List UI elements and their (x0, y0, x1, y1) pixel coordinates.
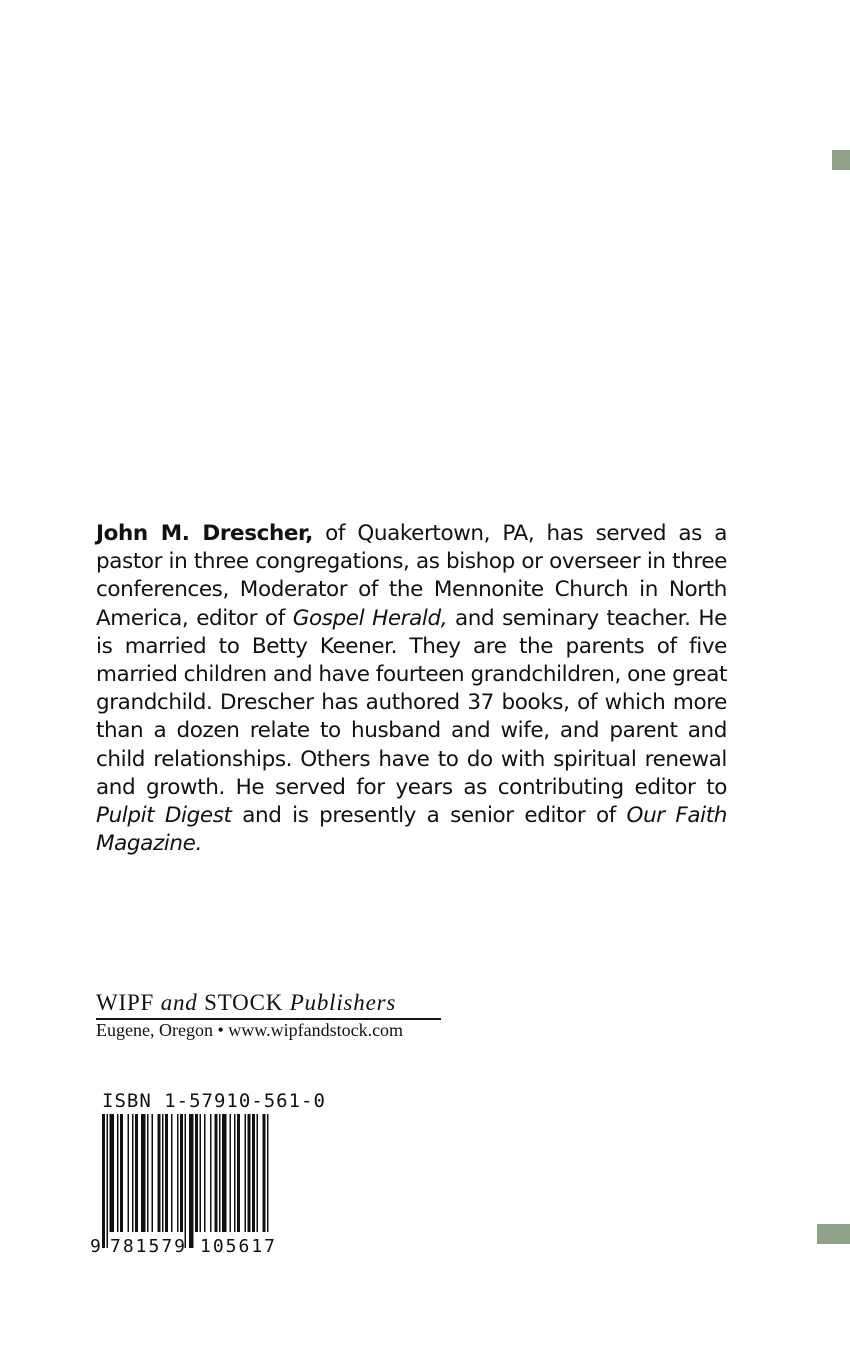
barcode-bar (267, 1114, 269, 1232)
barcode-bar (120, 1114, 123, 1232)
barcode-bar (162, 1114, 164, 1232)
barcode-bar (222, 1114, 227, 1232)
isbn-barcode (86, 1114, 308, 1254)
barcode-bar (180, 1114, 183, 1232)
barcode-bar (189, 1114, 194, 1248)
barcode-bar (252, 1114, 255, 1232)
barcode-bar (185, 1114, 187, 1248)
barcode-bar (147, 1114, 149, 1232)
publication-pulpit-digest: Pulpit Digest (96, 803, 232, 829)
bio-text-1: of Quakertown, PA, has served as a pastor in three congregations, as bishop or overseer in three conferences, Moderator of the Mennonite Church in North America, editor of (96, 521, 727, 631)
barcode-bar (171, 1114, 173, 1232)
barcode-bar (132, 1114, 134, 1232)
barcode-digits-left: 781579 (110, 1236, 188, 1254)
barcode-bar (248, 1114, 251, 1232)
publisher-word-stock: STOCK (197, 990, 290, 1015)
publisher-location: Eugene, Oregon • www.wipfandstock.com (96, 1020, 404, 1040)
barcode-digits-right: 105617 (200, 1236, 278, 1254)
barcode-bar (152, 1114, 154, 1232)
barcode-bar (219, 1114, 221, 1232)
barcode-bar (230, 1114, 232, 1232)
bio-text-3: and is presently a senior editor of (231, 803, 627, 829)
barcode-bar (165, 1114, 168, 1232)
barcode-digit-first: 9 (90, 1236, 101, 1254)
cover-edge-tab-bottom (817, 1224, 850, 1244)
bio-text-2: and seminary teacher. He is married to Betty Keener. They are the parents of five married children and have fourteen grandchildren, one great grandchild. Drescher has authored 37 books, of which more than a dozen relate to husband and wife, and parent and child relationships. Others have to do with spiritual renewal and growth. He served for years as contributing editor to (96, 605, 727, 800)
isbn-label: ISBN 1-57910-561-0 (102, 1090, 326, 1112)
publisher-word-publishers: Publishers (289, 990, 397, 1015)
publication-gospel-herald: Gospel Herald, (292, 605, 448, 631)
barcode-bar (107, 1114, 109, 1248)
cover-edge-tab-top (832, 150, 850, 170)
barcode-bar (158, 1114, 161, 1232)
barcode-bar (200, 1114, 202, 1232)
author-name: John M. Drescher, (96, 521, 313, 546)
barcode-bar (177, 1114, 179, 1232)
barcode-bar (135, 1114, 138, 1232)
author-bio (96, 520, 727, 858)
barcode-bar (102, 1114, 105, 1248)
barcode-bar (141, 1114, 146, 1232)
barcode-bars (102, 1114, 269, 1248)
barcode-bar (245, 1114, 247, 1232)
publication-our-faith: Our Faith Magazine. (96, 803, 727, 857)
barcode-bar (257, 1114, 259, 1232)
barcode-bar (128, 1114, 130, 1232)
publisher-name (96, 990, 441, 1020)
barcode-bar (234, 1114, 236, 1232)
barcode-bar (195, 1114, 198, 1232)
barcode-bar (204, 1114, 206, 1232)
publisher-word-wipf: WIPF (96, 990, 161, 1015)
barcode-bar (110, 1114, 115, 1232)
barcode-bar (215, 1114, 218, 1232)
barcode-bar (210, 1114, 212, 1232)
barcode-bar (117, 1114, 119, 1232)
barcode-bar (237, 1114, 240, 1232)
barcode-bar (263, 1114, 266, 1232)
publisher-word-and: and (160, 990, 198, 1015)
